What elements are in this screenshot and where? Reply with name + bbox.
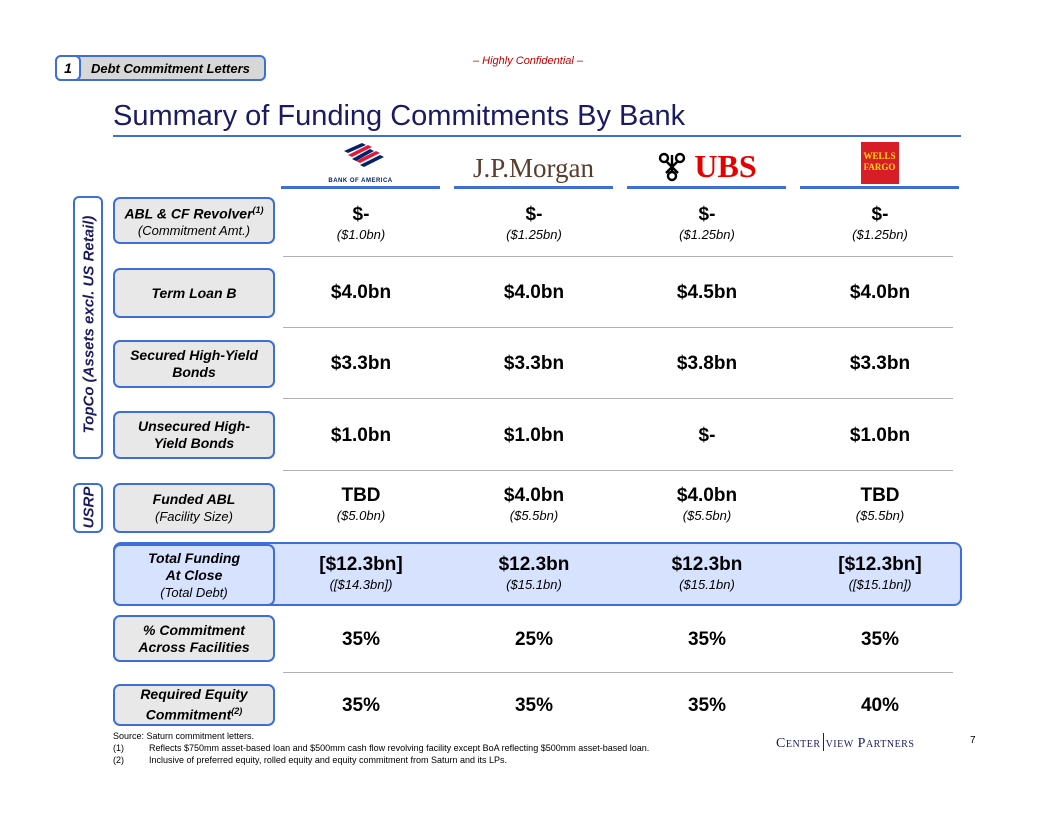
cell-boa-tlb: $4.0bn [330, 282, 392, 303]
row-label-required-equity [113, 684, 275, 726]
row-label-term-loan-b [113, 268, 275, 318]
topco-label-text: TopCo (Assets excl. US Retail) [80, 215, 98, 434]
row-divider [283, 327, 953, 328]
cell-value: $- [525, 204, 543, 225]
cell-jpm-unsecured-hy: $1.0bn [503, 425, 565, 446]
cell-ubs-equity: 35% [687, 695, 727, 716]
row-label-text: Term Loan B [151, 284, 237, 301]
cell-wf-pct: 35% [860, 629, 900, 650]
cell-wf-abl-cf [800, 204, 960, 244]
cell-ubs-pct: 35% [687, 629, 727, 650]
page-title: Summary of Funding Commitments By Bank [113, 100, 686, 132]
logo-divider [823, 733, 824, 751]
cell-jpm-total [454, 554, 614, 594]
cell-value: [$12.3bn] [319, 554, 403, 575]
row-label-sub: (Commitment Amt.) [137, 223, 251, 239]
cell-value: $- [698, 204, 716, 225]
logo-right: view Partners [825, 736, 915, 751]
cell-value: TBD [341, 485, 381, 506]
cell-ubs-abl-cf [627, 204, 787, 244]
boa-wordmark: BANK OF AMERICA [328, 178, 393, 184]
cell-sub: ($15.1bn) [506, 577, 562, 592]
row-label-sub: (Facility Size) [154, 509, 233, 524]
source-note: Source: Saturn commitment letters. [113, 731, 255, 741]
cell-jpm-tlb: $4.0bn [503, 282, 565, 303]
cell-ubs-tlb: $4.5bn [676, 282, 738, 303]
row-divider [283, 672, 953, 673]
bank-underline [627, 186, 786, 189]
cell-ubs-unsecured-hy: $- [698, 425, 716, 446]
cell-wf-funded-abl [800, 485, 960, 525]
cell-boa-abl-cf [281, 204, 441, 244]
confidential-label: – Highly Confidential – [472, 55, 584, 67]
cell-wf-equity: 40% [860, 695, 900, 716]
cell-boa-funded-abl [281, 485, 441, 525]
row-label-text: Secured High-Yield Bonds [130, 347, 258, 380]
row-label-secured-hy [113, 340, 275, 388]
footnote-text: Reflects $750mm asset-based loan and $500mm cash flow revolving facility except BoA reflecting $500mm asset-based loan. [149, 743, 650, 753]
centerview-logo [776, 733, 914, 752]
cell-jpm-funded-abl [454, 485, 614, 525]
cell-jpm-equity: 35% [514, 695, 554, 716]
cell-sub: ($1.25bn) [852, 227, 908, 242]
cell-wf-tlb: $4.0bn [849, 282, 911, 303]
cell-sub: ($1.25bn) [506, 227, 562, 242]
footnotes [113, 730, 649, 766]
cell-value: $- [352, 204, 370, 225]
title-divider [113, 135, 961, 137]
row-label-text: Funded ABL [152, 491, 236, 507]
row-divider [283, 398, 953, 399]
cell-ubs-total [627, 554, 787, 594]
cell-jpm-pct: 25% [514, 629, 554, 650]
row-label-text: % Commitment Across Facilities [138, 621, 250, 655]
row-label-text: ABL & CF Revolver [124, 205, 253, 222]
cell-sub: ($1.25bn) [679, 227, 735, 242]
usrp-side-label [73, 483, 103, 533]
row-divider [283, 470, 953, 471]
cell-wf-total [800, 554, 960, 594]
cell-boa-unsecured-hy: $1.0bn [330, 425, 392, 446]
cell-value: $12.3bn [498, 554, 570, 575]
page-number: 7 [970, 735, 976, 746]
row-label-text: Total Funding At Close [147, 549, 240, 583]
boa-flag-icon [336, 143, 386, 171]
footnote-mark: (2) [113, 755, 124, 765]
cell-boa-secured-hy: $3.3bn [330, 353, 392, 374]
cell-value: $12.3bn [671, 554, 743, 575]
cell-value: $- [871, 204, 889, 225]
bank-of-america-logo [281, 143, 440, 184]
cell-value: TBD [860, 485, 900, 506]
row-divider [283, 256, 953, 257]
row-label-unsecured-hy [113, 411, 275, 459]
footnote-ref: (1) [252, 204, 264, 215]
wf-line-1: WELLS [863, 151, 896, 161]
wf-line-2: FARGO [863, 162, 896, 172]
row-label-sub: (Total Debt) [160, 584, 228, 600]
cell-sub: ([$14.3bn]) [329, 577, 393, 592]
cell-value: [$12.3bn] [838, 554, 922, 575]
ubs-keys-icon [656, 151, 688, 183]
row-label-pct-commitment [113, 615, 275, 662]
cell-boa-total [281, 554, 441, 594]
row-label-total-funding [113, 544, 275, 606]
cell-jpm-abl-cf [454, 204, 614, 244]
section-label: Debt Commitment Letters [91, 61, 250, 76]
row-label-funded-abl [113, 483, 275, 533]
logo-left: Center [776, 736, 821, 751]
bank-underline [454, 186, 613, 189]
cell-boa-equity: 35% [341, 695, 381, 716]
wf-badge [861, 142, 899, 184]
footnote-mark: (1) [113, 743, 124, 753]
footnote-text: Inclusive of preferred equity, rolled equity and equity commitment from Saturn and its LPs. [149, 755, 508, 765]
ubs-wordmark: UBS [694, 148, 757, 184]
cell-wf-secured-hy: $3.3bn [849, 353, 911, 374]
section-number: 1 [55, 55, 81, 81]
row-label-text: Unsecured High-Yield Bonds [137, 418, 250, 451]
cell-sub: ($5.5bn) [855, 508, 905, 523]
row-label-abl-cf-revolver [113, 197, 275, 244]
usrp-label-text: USRP [80, 486, 98, 529]
cell-sub: ([$15.1bn]) [848, 577, 912, 592]
wells-fargo-logo [800, 142, 959, 184]
cell-wf-unsecured-hy: $1.0bn [849, 425, 911, 446]
cell-value: $4.0bn [676, 485, 738, 506]
topco-side-label [73, 196, 103, 459]
cell-sub: ($5.5bn) [509, 508, 559, 523]
bank-underline [281, 186, 440, 189]
jpmorgan-logo: J.P.Morgan [472, 153, 595, 183]
cell-sub: ($15.1bn) [679, 577, 735, 592]
footnote-1 [113, 742, 649, 754]
bank-underline [800, 186, 959, 189]
cell-value: $4.0bn [503, 485, 565, 506]
cell-sub: ($5.5bn) [682, 508, 732, 523]
cell-boa-pct: 35% [341, 629, 381, 650]
cell-ubs-secured-hy: $3.8bn [676, 353, 738, 374]
cell-sub: ($1.0bn) [336, 227, 386, 242]
footnote-2 [113, 754, 649, 766]
footnote-ref: (2) [231, 706, 243, 717]
cell-sub: ($5.0bn) [336, 508, 386, 523]
row-label-text: Required Equity Commitment [140, 686, 248, 723]
cell-ubs-funded-abl [627, 485, 787, 525]
ubs-logo [627, 148, 786, 185]
cell-jpm-secured-hy: $3.3bn [503, 353, 565, 374]
